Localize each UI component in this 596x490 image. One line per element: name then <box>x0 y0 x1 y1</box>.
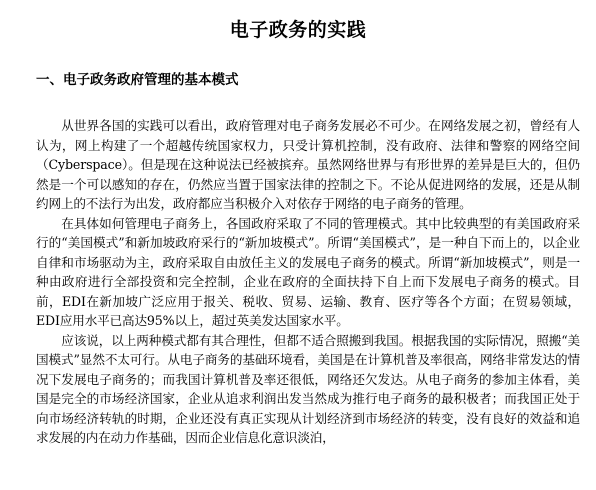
section-heading: 一、电子政务政府管理的基本模式 <box>36 72 239 88</box>
body-paragraph: 应该说，以上两种模式都有其合理性，但都不适合照搬到我国。根据我国的实际情况，照搬“美国模式”显然不太可行。从电子商务的基础环境看，美国是在计算机普及率很高，网络非常发达的情况下发展电子商务的；而我国计算机普及率还很低，网络还欠发达。从电子商务的参加主体看，美国是完全的市场经济国家，企业从追求利润出发当然成为推行电子商务的最积极者；而我国正处于向市场经济转轨的时期，企业还没有真正实现从计划经济到市场经济的转变，没有良好的效益和追求发展的内在动力作基础，因而企业信息化意识淡泊， <box>36 332 580 445</box>
document-title: 电子政务的实践 <box>229 19 367 41</box>
body-paragraph: 在具体如何管理电子商务上，各国政府采取了不同的管理模式。其中比较典型的有美国政府采行的“美国模式”和新加坡政府采行的“新加坡模式”。所谓“美国模式”，是一种自下而上的，以企业自律和市场驱动为主，政府采取自由放任主义的发展电子商务的模式。所谓“新加坡模式”，则是一种由政府进行全部投资和完全控制，企业在政府的全面扶持下自上而下发展电子商务的模式。目前，EDI在新加坡广泛应用于报关、税收、贸易、运输、教育、医疗等各个方面；在贸易领域，EDI应用水平已高达95%以上，超过英美发达国家水平。 <box>36 215 580 328</box>
document-body <box>36 116 580 448</box>
body-paragraph: 从世界各国的实践可以看出，政府管理对电子商务发展必不可少。在网络发展之初，曾经有人认为，网上构建了一个超越传统国家权力，只受计算机控制，没有政府、法律和警察的网络空间（Cyberspace）。但是现在这种说法已经被摈弃。虽然网络世界与有形世界的差异是巨大的，但仍然是一个可以感知的存在，仍然应当置于国家法律的控制之下。不论从促进网络的发展，还是从制约网上的不法行为出发，政府都应当积极介入对依存于网络的电子商务的管理。 <box>36 118 580 211</box>
